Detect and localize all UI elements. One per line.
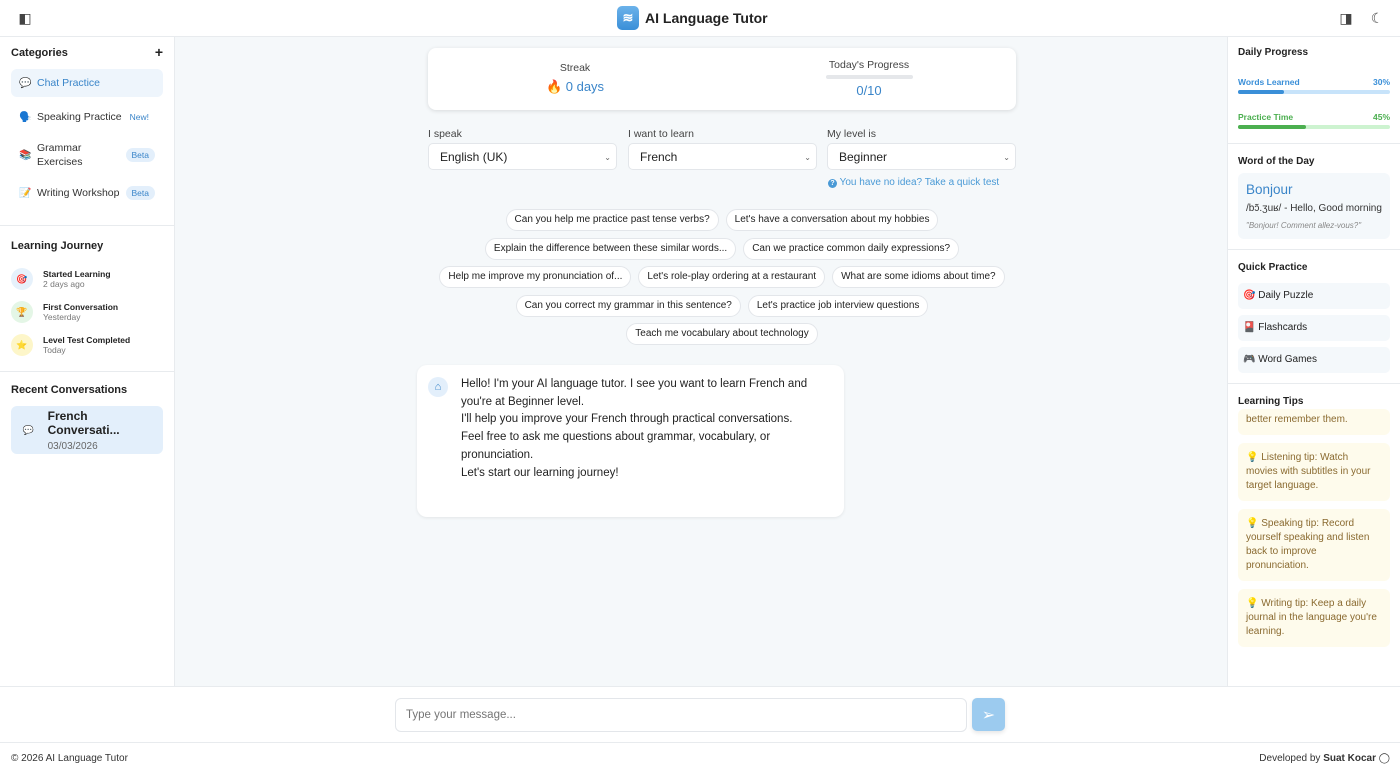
developer-link[interactable]: Suat Kocar <box>1323 753 1377 764</box>
journey-title: Learning Journey <box>11 240 104 252</box>
suggestion-chip[interactable]: Can you help me practice past tense verbs? <box>506 209 719 231</box>
layers-logo-icon: ≋ <box>617 6 639 30</box>
suggestion-chip[interactable]: Help me improve my pronunciation of... <box>439 266 631 288</box>
journey-item: ⭐ Level Test Completed Today <box>11 328 163 361</box>
tip-item: better remember them. <box>1238 409 1390 435</box>
suggestion-chip[interactable]: Let's have a conversation about my hobbies <box>726 209 939 231</box>
message-input[interactable] <box>395 698 967 732</box>
suggestion-chip[interactable]: Let's practice job interview questions <box>748 295 929 317</box>
recent-title: Recent Conversations <box>11 384 128 396</box>
daily-progress-title: Daily Progress <box>1238 47 1309 58</box>
tips-list[interactable] <box>1238 409 1390 649</box>
recent-conversation[interactable]: 💬 French Conversati... 03/03/2026 <box>11 406 163 454</box>
message-line: I'll help you improve your French through practical conversations. <box>461 413 793 426</box>
suggestion-chip[interactable]: Explain the difference between these similar words... <box>485 238 736 260</box>
quick-daily-puzzle[interactable]: 🎯 Daily Puzzle <box>1238 283 1390 309</box>
word: Bonjour <box>1246 182 1293 197</box>
right-sidebar <box>1227 37 1400 686</box>
quick-word-games[interactable]: 🎮 Word Games <box>1238 347 1390 373</box>
quick-flashcards[interactable]: 🎴 Flashcards <box>1238 315 1390 341</box>
chevron-down-icon: ⌄ <box>804 153 811 162</box>
beta-badge: Beta <box>126 148 156 162</box>
word-of-day-card <box>1238 173 1390 239</box>
journey-item: 🎯 Started Learning 2 days ago <box>11 262 163 295</box>
progress-value: 0/10 <box>856 83 882 98</box>
chevron-down-icon: ⌄ <box>604 153 611 162</box>
tip-item: 💡 Listening tip: Watch movies with subtitles in your target language. <box>1238 443 1390 501</box>
suggestion-chips <box>420 209 1024 345</box>
wod-title: Word of the Day <box>1238 156 1315 167</box>
gamepad-icon: 🎮 <box>1243 354 1256 365</box>
pronunciation: /bɔ̃.ʒuʁ/ - Hello, Good morning <box>1246 203 1382 214</box>
level-label: My level is <box>827 128 877 140</box>
memo-icon: 📝 <box>19 187 32 199</box>
example: "Bonjour! Comment allez-vous?" <box>1246 221 1362 230</box>
flashcard-icon: 🎴 <box>1243 322 1256 333</box>
new-badge: New! <box>129 112 149 122</box>
star-icon: ⭐ <box>11 334 33 356</box>
suggestion-chip[interactable]: What are some idioms about time? <box>832 266 1005 288</box>
stats-card <box>428 48 1016 110</box>
message-line: Hello! I'm your AI language tutor. I see you want to learn French and you're at Beginner level. <box>461 378 808 408</box>
words-learned-label: Words Learned <box>1238 77 1300 87</box>
question-icon: ? <box>828 179 837 188</box>
tip-item: 💡 Speaking tip: Record yourself speaking and listen back to improve pronunciation. <box>1238 509 1390 581</box>
dev-prefix: Developed by <box>1259 753 1321 764</box>
footer <box>0 742 1400 774</box>
words-learned-bar <box>1238 90 1390 94</box>
moon-icon[interactable]: ☾ <box>1370 10 1384 26</box>
learn-label: I want to learn <box>628 128 694 140</box>
paper-plane-icon: ➢ <box>981 706 996 724</box>
message-line: Let's start our learning journey! <box>461 466 619 479</box>
practice-time-label: Practice Time <box>1238 112 1294 122</box>
app-title: AI Language Tutor <box>645 10 768 26</box>
journey-item: 🏆 First Conversation Yesterday <box>11 295 163 328</box>
streak-label: Streak <box>559 62 591 74</box>
add-category-button[interactable]: + <box>154 44 163 60</box>
category-chat-practice[interactable]: 💬 Chat Practice <box>11 69 163 97</box>
tutor-avatar-icon: ⌂ <box>428 377 448 397</box>
target-icon: 🎯 <box>11 268 33 290</box>
header <box>0 0 1400 37</box>
category-writing-workshop[interactable]: 📝 Writing Workshop Beta <box>11 179 163 207</box>
quick-test-link[interactable]: ? You have no idea? Take a quick test <box>828 177 999 188</box>
books-icon: 📚 <box>19 149 32 161</box>
copyright: © 2026 AI Language Tutor <box>11 753 128 764</box>
toggle-left-sidebar-icon[interactable]: ◧ <box>18 10 32 26</box>
level-select[interactable]: Beginner ⌄ <box>827 143 1016 170</box>
speech-bubble-icon: 💬 <box>22 424 34 435</box>
practice-time-bar <box>1238 125 1390 129</box>
send-button[interactable] <box>972 698 1005 731</box>
tips-title: Learning Tips <box>1238 396 1304 407</box>
target-icon: 🎯 <box>1243 290 1256 301</box>
tutor-message <box>417 365 844 517</box>
input-bar <box>0 686 1400 742</box>
tip-item: 💡 Writing tip: Keep a daily journal in the language you're learning. <box>1238 589 1390 647</box>
progress-label: Today's Progress <box>828 59 910 71</box>
progress-bar <box>826 75 913 79</box>
message-line: Feel free to ask me questions about grammar, vocabulary, or pronunciation. <box>461 431 771 461</box>
speaking-head-icon: 🗣️ <box>19 111 32 123</box>
github-icon[interactable]: ◯ <box>1378 753 1390 764</box>
suggestion-chip[interactable]: Can we practice common daily expressions? <box>743 238 959 260</box>
chevron-down-icon: ⌄ <box>1003 153 1010 162</box>
quick-practice-title: Quick Practice <box>1238 262 1308 273</box>
category-grammar-exercises[interactable]: 📚 Grammar Exercises Beta <box>11 135 163 175</box>
words-learned-pct: 30% <box>1372 77 1390 87</box>
practice-time-pct: 45% <box>1372 112 1390 122</box>
left-sidebar <box>0 37 175 686</box>
trophy-icon: 🏆 <box>11 301 33 323</box>
learn-select[interactable]: French ⌄ <box>628 143 817 170</box>
category-speaking-practice[interactable]: 🗣️ Speaking Practice New! <box>11 103 163 131</box>
speak-select[interactable]: English (UK) ⌄ <box>428 143 617 170</box>
toggle-right-sidebar-icon[interactable]: ◨ <box>1339 10 1353 26</box>
categories-title: Categories <box>11 47 68 59</box>
fire-icon: 🔥 <box>545 79 563 94</box>
suggestion-chip[interactable]: Teach me vocabulary about technology <box>626 323 817 345</box>
suggestion-chip[interactable]: Can you correct my grammar in this sentence? <box>516 295 741 317</box>
beta-badge: Beta <box>126 186 156 200</box>
streak-value: 0 days <box>565 79 605 94</box>
speech-bubble-icon: 💬 <box>19 77 32 89</box>
brand <box>617 6 768 30</box>
suggestion-chip[interactable]: Let's role-play ordering at a restaurant <box>638 266 825 288</box>
speak-label: I speak <box>428 128 462 140</box>
